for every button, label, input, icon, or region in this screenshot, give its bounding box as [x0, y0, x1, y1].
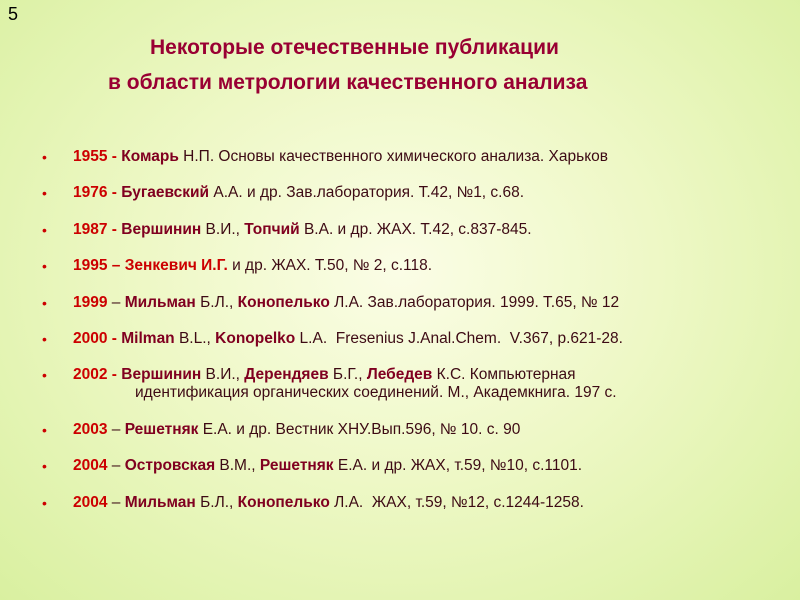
reference-text: – [107, 420, 125, 438]
reference-text: – [107, 493, 125, 511]
reference-author: Лебедев [366, 366, 433, 384]
reference-text: Б.Г., [328, 366, 367, 384]
reference-author: Решетняк [124, 420, 199, 438]
reference-text: Е.А. и др. Вестник ХНУ.Вып.596, № 10. с. 90 [198, 420, 521, 438]
reference-text: Л.А. ЖАХ, т.59, №12, с.1244-1258. [329, 493, 584, 511]
reference-author: Комарь [116, 148, 179, 165]
bullet-icon: • [42, 421, 47, 438]
reference-text: Б.Л., [195, 493, 238, 511]
reference-author: Конопелько [237, 493, 330, 511]
reference-author: Milman [116, 329, 175, 347]
page-title [0, 30, 800, 100]
reference-list [0, 148, 800, 530]
reference-text: В.А. и др. ЖАХ. Т.42, с.837-845. [299, 220, 532, 238]
bullet-icon: • [42, 458, 47, 475]
bullet-icon: • [42, 149, 47, 165]
reference-item [0, 366, 800, 402]
reference-year: 2004 [73, 493, 108, 511]
reference-author: Конопелько [237, 293, 330, 311]
reference-author: Konopelko [215, 329, 296, 347]
bullet-icon: • [42, 367, 47, 384]
slide-number: 5 [8, 4, 19, 24]
reference-text: В.И., [201, 220, 245, 238]
reference-text: – [107, 457, 125, 475]
reference-year: 2004 [73, 457, 108, 475]
reference-author: Топчий [244, 220, 300, 238]
reference-year: 1976 - [73, 184, 117, 202]
reference-text: и др. ЖАХ. Т.50, № 2, с.118. [227, 257, 433, 275]
reference-item [0, 294, 800, 312]
reference-author: Мильман [124, 493, 196, 511]
reference-text: В.М., [215, 457, 260, 475]
reference-text: L.A. Fresenius J.Anal.Chem. V.367, p.621-28. [295, 329, 623, 347]
bullet-icon: • [42, 221, 47, 238]
reference-year: 2003 [73, 420, 108, 438]
reference-item [0, 221, 800, 239]
bullet-icon: • [42, 494, 47, 511]
bullet-icon: • [42, 185, 47, 202]
reference-text: К.С. Компьютерная [432, 366, 576, 384]
reference-author: Мильман [124, 293, 196, 311]
reference-year: 1999 [73, 293, 108, 311]
reference-continuation: идентификация органических соединений. М., Академкнига. 197 с. [135, 384, 617, 402]
reference-item [0, 421, 800, 439]
bullet-icon: • [42, 258, 47, 275]
reference-item [0, 257, 800, 275]
title-line-2: в области метрологии качественного анализа [108, 71, 588, 94]
reference-text: Н.П. Основы качественного химического анализа. Харьков [178, 148, 609, 165]
reference-author: Решетняк [259, 457, 334, 475]
reference-text: B.L., [174, 329, 216, 347]
reference-text: Л.А. Зав.лаборатория. 1999. Т.65, № 12 [329, 293, 620, 311]
reference-text: В.И., [201, 366, 245, 384]
title-line-1: Некоторые отечественные публикации [150, 36, 559, 59]
reference-text: Е.А. и др. ЖАХ, т.59, №10, с.1101. [333, 457, 583, 475]
reference-author: Вершинин [116, 366, 202, 384]
reference-author: Бугаевский [116, 184, 210, 202]
reference-author: Дерендяев [244, 366, 329, 384]
reference-author: Островская [124, 457, 216, 475]
reference-year: 2000 - [73, 329, 117, 347]
reference-year: 1995 – Зенкевич И.Г. [73, 257, 228, 275]
reference-year: 1987 - [73, 220, 117, 238]
reference-author: Вершинин [116, 220, 202, 238]
reference-item [0, 184, 800, 202]
reference-item [0, 457, 800, 475]
bullet-icon: • [42, 330, 47, 347]
reference-year: 1955 - [73, 148, 117, 165]
reference-item [0, 494, 800, 512]
reference-year: 2002 - [73, 366, 117, 384]
reference-item [0, 330, 800, 348]
reference-text: Б.Л., [195, 293, 238, 311]
reference-text: А.А. и др. Зав.лаборатория. Т.42, №1, с.68. [209, 184, 525, 202]
bullet-icon: • [42, 294, 47, 311]
reference-item [0, 148, 800, 166]
reference-text: – [107, 293, 125, 311]
